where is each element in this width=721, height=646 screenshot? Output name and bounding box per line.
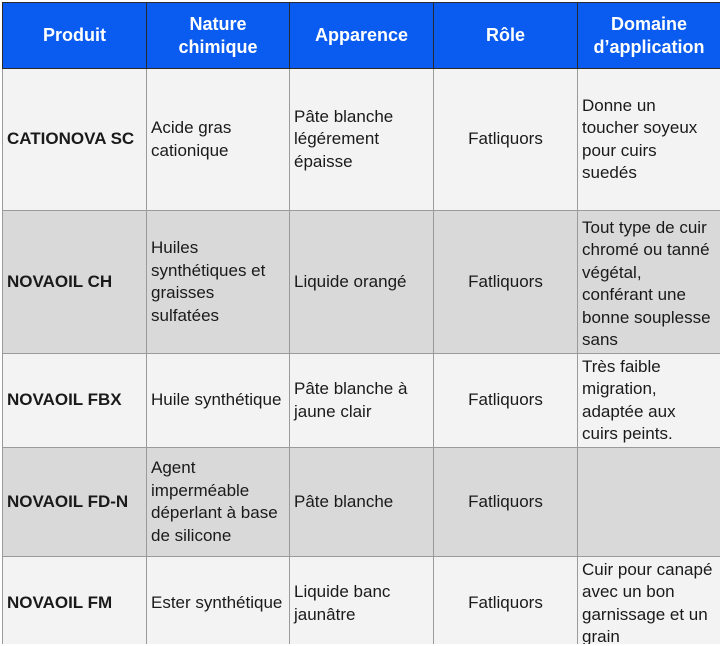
cell-domaine — [578, 557, 721, 645]
cell-domaine-text: Cuir pour canapé avec un bon garnissage et un grain — [582, 559, 713, 644]
cell-role: Fatliquors — [434, 354, 578, 448]
cell-nature: Ester synthétique — [147, 557, 290, 645]
product-table — [2, 2, 720, 644]
header-produit: Produit — [3, 3, 147, 69]
table-row — [3, 448, 721, 557]
header-domaine: Domaine d’application — [578, 3, 721, 69]
table-row — [3, 211, 721, 354]
cell-nature: Huile synthétique — [147, 354, 290, 448]
header-role: Rôle — [434, 3, 578, 69]
cell-produit: NOVAOIL FBX — [3, 354, 147, 448]
cell-apparence: Pâte blanche à jaune clair — [290, 354, 434, 448]
cell-domaine: Donne un toucher soyeux pour cuirs suedés — [578, 69, 721, 211]
header-nature: Nature chimique — [147, 3, 290, 69]
header-row — [3, 3, 721, 69]
cell-domaine-text: Tout type de cuir chromé ou tanné végétal, conférant une bonne souplesse sans — [582, 217, 711, 349]
cell-apparence: Pâte blanche légérement épaisse — [290, 69, 434, 211]
product-table-frame — [2, 2, 720, 644]
header-apparence: Apparence — [290, 3, 434, 69]
cell-produit: NOVAOIL CH — [3, 211, 147, 354]
cell-domaine: Très faible migration, adaptée aux cuirs peints. — [578, 354, 721, 448]
table-row — [3, 354, 721, 448]
cell-role: Fatliquors — [434, 69, 578, 211]
cell-nature: Agent imperméable déperlant à base de silicone — [147, 448, 290, 557]
cell-role: Fatliquors — [434, 211, 578, 354]
cell-nature: Acide gras cationique — [147, 69, 290, 211]
cell-apparence: Pâte blanche — [290, 448, 434, 557]
table-row — [3, 69, 721, 211]
cell-domaine — [578, 448, 721, 557]
cell-role: Fatliquors — [434, 448, 578, 557]
table-row — [3, 557, 721, 645]
cell-domaine — [578, 211, 721, 354]
cell-apparence: Liquide banc jaunâtre — [290, 557, 434, 645]
cell-role: Fatliquors — [434, 557, 578, 645]
cell-apparence: Liquide orangé — [290, 211, 434, 354]
cell-nature: Huiles synthétiques et graisses sulfatées — [147, 211, 290, 354]
cell-produit: NOVAOIL FD-N — [3, 448, 147, 557]
cell-produit: CATIONOVA SC — [3, 69, 147, 211]
cell-produit: NOVAOIL FM — [3, 557, 147, 645]
